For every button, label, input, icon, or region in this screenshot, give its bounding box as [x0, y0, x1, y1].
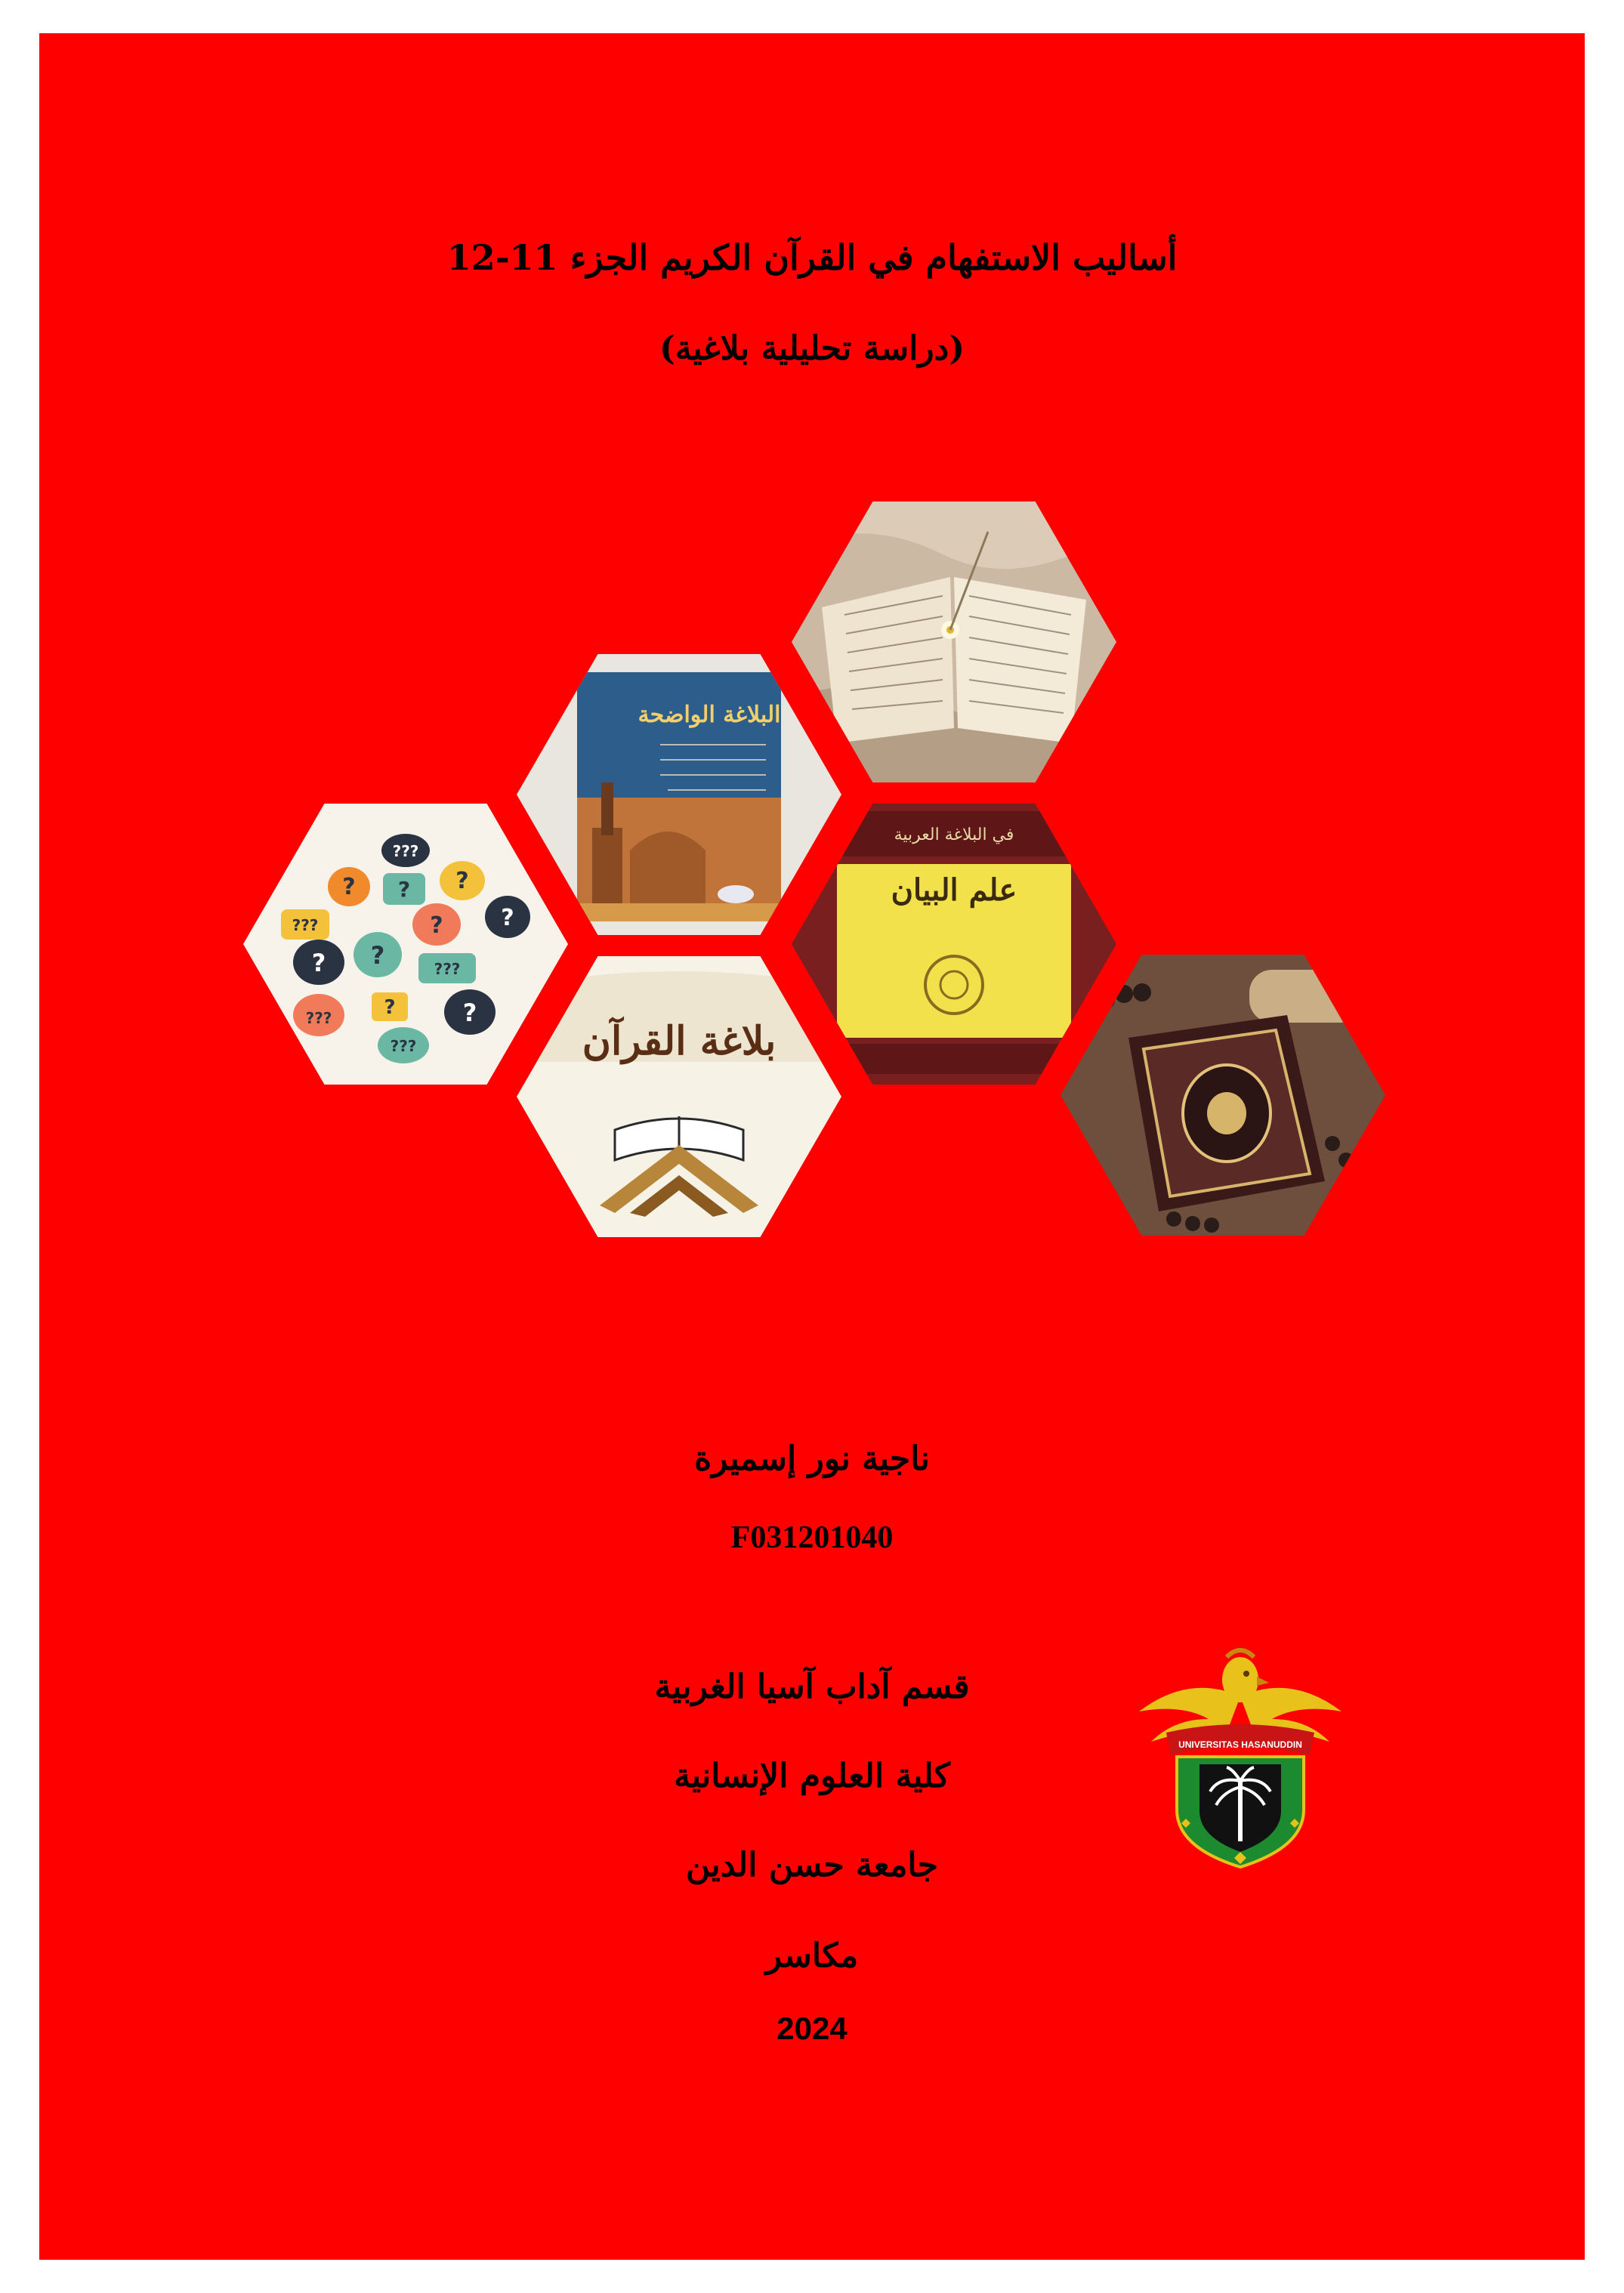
svg-text:?: ?	[397, 877, 411, 902]
question-bubbles-image	[243, 804, 568, 1085]
svg-text:?: ?	[430, 912, 443, 939]
logo-text: UNIVERSITAS HASANUDDIN	[1178, 1739, 1302, 1750]
balaghat-al-quran-image	[517, 956, 841, 1237]
svg-text:?: ?	[370, 941, 385, 970]
ilm-al-bayan-book-image	[792, 804, 1116, 1085]
svg-text:???: ???	[390, 1037, 417, 1055]
university-logo	[1136, 1643, 1345, 1870]
svg-text:???: ???	[392, 842, 419, 860]
thesis-subtitle: (دراسة تحليلية بلاغية)	[659, 329, 965, 368]
svg-text:?: ?	[462, 998, 477, 1027]
open-quran-image	[792, 501, 1116, 782]
svg-text:???: ???	[434, 960, 461, 978]
student-id: F031201040	[730, 1520, 894, 1555]
year: 2024	[776, 2011, 848, 2046]
balagha-wadiha-book-image	[517, 654, 841, 935]
thesis-title: أساليب الاستفهام في القرآن الكريم الجزء 11-12	[446, 237, 1178, 278]
city-name: مكاسر	[765, 1937, 859, 1975]
svg-text:?: ?	[455, 868, 469, 894]
department-name: قسم آداب آسيا الغربية	[654, 1668, 970, 1706]
author-name: ناجية نور إسميرة	[694, 1440, 930, 1478]
svg-text:?: ?	[342, 874, 356, 900]
svg-text:?: ?	[384, 996, 396, 1019]
cover-page	[39, 33, 1585, 2260]
ornate-quran-beads-image	[1061, 955, 1385, 1236]
banner-title: بلاغة القرآن	[582, 1018, 776, 1064]
svg-text:?: ?	[501, 905, 514, 931]
book-cover-2-title: علم البيان	[891, 872, 1017, 908]
svg-text:???: ???	[305, 1009, 332, 1027]
faculty-name: كلية العلوم الإنسانية	[674, 1757, 950, 1795]
svg-text:???: ???	[292, 916, 319, 934]
book-cover-1-title: البلاغة الواضحة	[638, 702, 781, 728]
svg-text:?: ?	[311, 949, 326, 977]
book-cover-2-header: في البلاغة العربية	[894, 826, 1014, 844]
university-name: جامعة حسن الدين	[685, 1846, 939, 1884]
